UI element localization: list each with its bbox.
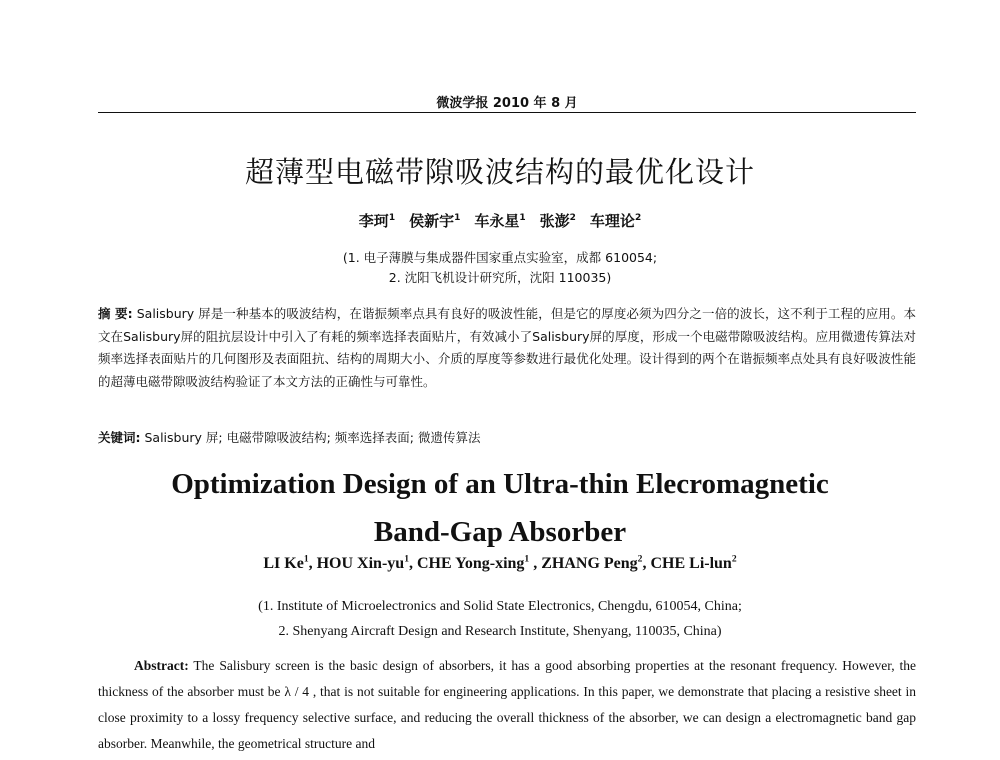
affiliation-marker: 1 — [454, 213, 461, 223]
author-name: CHE Yong-xing — [416, 555, 525, 572]
header-rule — [98, 112, 916, 113]
author — [409, 212, 460, 230]
cn-keywords — [98, 428, 916, 446]
en-abstract — [98, 653, 916, 757]
affiliation-marker: 2 — [731, 553, 737, 565]
cn-authors — [0, 210, 1000, 231]
cn-affiliation-line: (1. 电子薄膜与集成器件国家重点实验室，成都 610054; — [342, 250, 658, 265]
author — [540, 212, 576, 230]
cn-abstract-text: Salisbury 屏是一种基本的吸波结构，在谐振频率点具有良好的吸波性能，但是它的厚度必须为四分之一倍的波长，这不利于工程的应用。本文在Salisbury屏的阻抗层设计中引入了有耗的频率选择表面贴片，有效减小了Salisbury屏的厚度，形成一个电磁带隙吸波结构。应用微遗传算法对频率选择表面贴片的几何图形及表面阻抗、结构的周期大小、介质的厚度等参数进行最优化处理。设计得到的两个在谐振频率点处具有良好吸波性能的超薄电磁带隙吸波结构验证了本文方法的正确性与可靠性。 — [98, 306, 916, 389]
affiliation-marker: 1 — [303, 553, 309, 565]
cn-affiliations — [0, 248, 1000, 288]
affiliation-marker: 1 — [519, 213, 526, 223]
en-abstract-label: Abstract: — [134, 658, 189, 673]
author — [417, 555, 541, 572]
author-name: CHE Li-lun — [650, 555, 732, 572]
author-separator: , — [308, 555, 317, 572]
author-name: HOU Xin-yu — [316, 555, 405, 572]
affiliation-marker: 2 — [569, 213, 576, 223]
en-affiliation-line: (1. Institute of Microelectronics and Solid State Electronics, Chengdu, 610054, China; — [258, 599, 742, 614]
en-abstract-text: The Salisbury screen is the basic design of absorbers, it has a good absorbing properties at the resonant frequency. However, the thickness of the absorber must be λ / 4 , that is not suitable for engineering applications. In this paper, we demonstrate that placing a resistive sheet in close proximity to a lossy frequency selective surface, and reducing the overall thickness of the absorber, we can design a electromagnetic band gap absorber. Meanwhile, the geometrical structure and — [98, 658, 917, 751]
author — [317, 555, 417, 572]
author — [263, 555, 316, 572]
affiliation-marker: 2 — [637, 553, 643, 565]
affiliation-marker: 1 — [404, 553, 409, 565]
en-title — [0, 460, 1000, 556]
author — [474, 212, 525, 230]
author-name: 李珂 — [358, 212, 389, 230]
cn-abstract-label: 摘 要: — [98, 306, 133, 321]
author-name: 张澎 — [539, 212, 570, 230]
author-name: 侯新宇 — [409, 212, 455, 230]
author — [650, 555, 736, 572]
author — [590, 212, 641, 230]
author-name: ZHANG Peng — [541, 555, 638, 572]
cn-title: 超薄型电磁带隙吸波结构的最优化设计 — [244, 155, 755, 189]
en-title-line: Band-Gap Absorber — [373, 516, 627, 548]
author-separator: , — [529, 555, 542, 572]
author-separator: , — [642, 555, 651, 572]
cn-abstract — [98, 303, 916, 393]
author — [541, 555, 650, 572]
affiliation-marker: 1 — [388, 213, 396, 223]
author-name: 车理论 — [589, 212, 635, 230]
en-affiliations — [0, 594, 1000, 644]
cn-affiliation-line: 2. 沈阳飞机设计研究所，沈阳 110035) — [388, 270, 612, 285]
author-separator: , — [408, 555, 417, 572]
en-title-line: Optimization Design of an Ultra-thin Elecromagnetic — [171, 468, 829, 500]
author-name: LI Ke — [263, 555, 304, 572]
affiliation-marker: 2 — [634, 213, 642, 223]
en-affiliation-line: 2. Shenyang Aircraft Design and Research Institute, Shenyang, 110035, China) — [278, 624, 722, 639]
en-authors — [0, 555, 1000, 573]
cn-keywords-text: Salisbury 屏; 电磁带隙吸波结构; 频率选择表面; 微遗传算法 — [144, 430, 481, 445]
journal-header: 微波学报 2010 年 8 月 — [436, 96, 578, 111]
author-name: 车永星 — [474, 212, 520, 230]
author — [359, 212, 395, 230]
affiliation-marker: 1 — [524, 553, 530, 565]
cn-keywords-label: 关键词: — [98, 430, 141, 445]
